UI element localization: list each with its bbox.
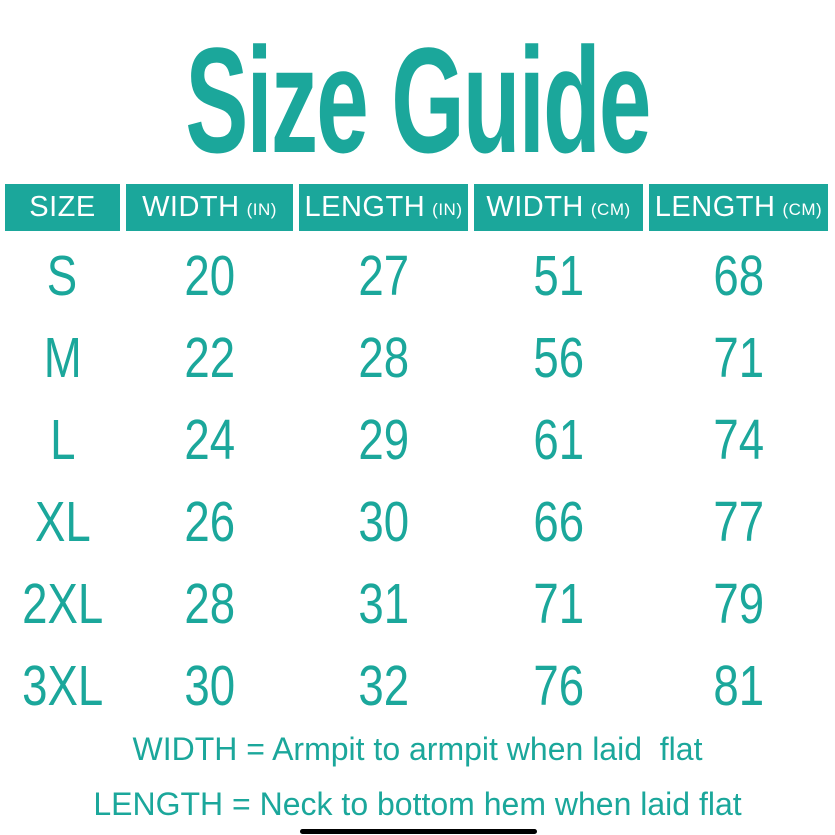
length-in-cell: 28: [358, 326, 409, 390]
header-cell-width-cm: [474, 184, 643, 231]
header-label: LENGTH: [654, 191, 776, 223]
length-cm-cell: 71: [713, 326, 764, 390]
table-row: [5, 399, 828, 481]
measurement-notes: [0, 722, 835, 832]
length-in-cell: 30: [358, 490, 409, 554]
table-header-row: [5, 184, 828, 231]
size-cell: S: [47, 244, 78, 308]
page-title: Size Guide: [185, 15, 650, 184]
size-cell: 2XL: [21, 572, 104, 636]
width-cm-cell: 56: [533, 326, 584, 390]
length-cm-cell: 74: [713, 408, 764, 472]
table-row: [5, 235, 828, 317]
length-cm-cell: 77: [713, 490, 764, 554]
size-cell: L: [49, 408, 76, 472]
header-unit: (CM): [782, 200, 823, 219]
home-indicator-bar: [300, 829, 537, 834]
width-in-cell: 24: [184, 408, 235, 472]
table-body: [5, 235, 828, 727]
table-row: [5, 317, 828, 399]
title-container: [0, 14, 835, 186]
header-cell-length-in: [299, 184, 468, 231]
size-table: [5, 184, 828, 727]
header-cell-width-in: [126, 184, 293, 231]
header-unit: (IN): [246, 200, 277, 219]
table-row: [5, 645, 828, 727]
width-cm-cell: 76: [533, 654, 584, 718]
width-in-cell: 28: [184, 572, 235, 636]
length-cm-cell: 79: [713, 572, 764, 636]
length-in-cell: 29: [358, 408, 409, 472]
length-in-cell: 27: [358, 244, 409, 308]
width-cm-cell: 51: [533, 244, 584, 308]
width-cm-cell: 71: [533, 572, 584, 636]
size-cell: XL: [34, 490, 91, 554]
header-label: LENGTH: [304, 191, 426, 223]
table-row: [5, 481, 828, 563]
width-in-cell: 20: [184, 244, 235, 308]
length-in-cell: 32: [358, 654, 409, 718]
width-cm-cell: 66: [533, 490, 584, 554]
width-in-cell: 30: [184, 654, 235, 718]
header-label: SIZE: [29, 191, 96, 223]
length-cm-cell: 81: [713, 654, 764, 718]
size-cell: M: [43, 326, 82, 390]
header-cell-length-cm: [649, 184, 828, 231]
width-in-cell: 26: [184, 490, 235, 554]
header-label: WIDTH: [486, 191, 584, 223]
header-label: WIDTH: [142, 191, 240, 223]
width-in-cell: 22: [184, 326, 235, 390]
width-note: WIDTH = Armpit to armpit when laid flat: [132, 731, 703, 767]
length-in-cell: 31: [358, 572, 409, 636]
width-cm-cell: 61: [533, 408, 584, 472]
size-cell: 3XL: [21, 654, 104, 718]
header-unit: (IN): [432, 200, 463, 219]
header-cell-size: [5, 184, 120, 231]
table-row: [5, 563, 828, 645]
header-unit: (CM): [590, 200, 631, 219]
length-note: LENGTH = Neck to bottom hem when laid flat: [93, 786, 742, 822]
length-cm-cell: 68: [713, 244, 764, 308]
